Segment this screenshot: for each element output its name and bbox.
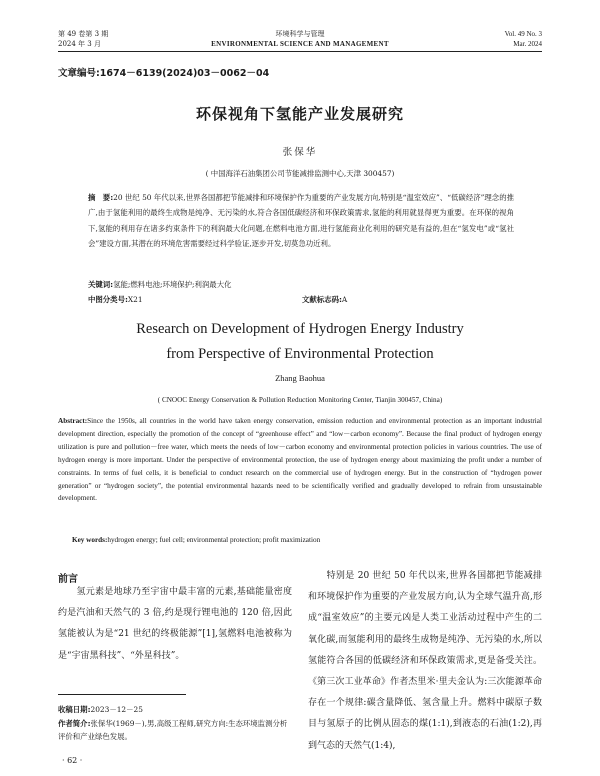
abstract-en (58, 415, 542, 505)
affiliation-cn: ( 中国海洋石油集团公司节能减排监测中心,天津 300457) (205, 169, 395, 178)
author-cn: 张保华 (282, 147, 318, 158)
footnote-rule (58, 694, 186, 695)
abstract-cn (88, 190, 514, 251)
header-journal-en: ENVIRONMENTAL SCIENCE AND MANAGEMENT (211, 40, 389, 48)
abstract-label-cn: 摘 要: (88, 193, 114, 202)
paper-title-en-line1: Research on Development of Hydrogen Energy Industry (136, 321, 464, 337)
author-bio (58, 717, 292, 743)
header-volume-en: Vol. 49 No. 3 (504, 30, 542, 38)
section-title-preface: 前言 (58, 574, 78, 585)
header-date-en: Mar. 2024 (513, 40, 542, 48)
clc-number (88, 292, 143, 307)
abstract-text-en: Since the 1950s, all countries in the world have taken energy conservation, emission reduction and environmental protection as an important industrial development direction, especially the promotion of the concept of “greenhouse effect” and “low－carbon economy”. Because the final product of hydrogen energy utilization is pure and pollution－free water, which meets the needs of low－carbon economy and environmental protection policies in various countries. The use of hydrogen energy is more important. Under the perspective of environmental protection, the use of hydrogen energy about maximizing the profit under a number of constraints. In terms of fuel cells, it is beneficial to conduct research on the commercial use of hydrogen energy. But in the construction of “hydrogen power generation” or “hydrogen society”, the potential environmental hazards need to be scientifically verified and gradually developed to refrain from unsustainable development. (58, 417, 542, 503)
header-journal-cn: 环境科学与管理 (275, 30, 325, 38)
preface-paragraph: 氢元素是地球乃至宇宙中最丰富的元素,基础能量密度约是汽油和天然气的 3 倍,约是现行锂电池的 120 倍,因此氢能被认为是“21 世纪的终极能源”[1],氢燃料电池被称为是“宇宙黑科技”、“外星科技”。 (58, 587, 292, 661)
document-code (302, 292, 347, 307)
received-label: 收稿日期: (58, 705, 91, 714)
author-bio-value: 张保华(1969－),男,高级工程师,研究方向:生态环境监测分析评价和产业绿色发展。 (58, 719, 288, 741)
article-number: 文章编号:1674－6139(2024)03－0062－04 (58, 68, 270, 79)
header-date-cn: 2024 年 3 月 (58, 40, 101, 48)
keywords-text-cn: 氢能;燃料电池;环境保护;利润最大化 (113, 280, 232, 289)
author-bio-label: 作者简介: (58, 719, 91, 728)
keywords-cn (88, 277, 514, 292)
page-number: · 62 · (62, 756, 83, 765)
header-volume-cn: 第 49 卷第 3 期 (58, 30, 109, 38)
keywords-en (72, 534, 542, 547)
received-date (58, 703, 292, 716)
paper-title-en-line2: from Perspective of Environmental Protection (166, 346, 434, 362)
clc-value: X21 (127, 295, 143, 304)
paper-title-cn: 环保视角下氢能产业发展研究 (195, 105, 404, 123)
document-code-label: 文献标志码: (302, 295, 342, 304)
header-rule (58, 51, 542, 52)
abstract-label-en: Abstract: (58, 417, 88, 425)
keywords-text-en: hydrogen energy; fuel cell; environmental protection; profit maximization (107, 536, 321, 544)
affiliation-en: ( CNOOC Energy Conservation & Pollution Reduction Monitoring Center, Tianjin 300457, China) (157, 396, 443, 404)
keywords-label-en: Key words: (72, 536, 108, 544)
received-value: 2023－12－25 (90, 705, 143, 714)
keywords-label-cn: 关键词: (88, 280, 114, 289)
abstract-text-cn: 20 世纪 50 年代以来,世界各国都把节能减排和环境保护作为重要的产业发展方向,特别是“温室效应”、“低碳经济”理念的推广,由于氢能利用的最终生成物是纯净、无污染的水,符合各国低碳经济和环保政策需求,氢能的利用就显得更为重要。在环保的视角下,氢能的利用存在诸多约束条件下的利润最大化问题,在燃料电池方面,进行氢能商业化利用的研究是有益的,但在“氢发电”或“氢社会”建设方面,其潜在的环境危害需要经过科学验证,逐步开发,切莫急功近利。 (88, 193, 514, 248)
body-paragraph-right: 特别是 20 世纪 50 年代以来,世界各国都把节能减排和环境保护作为重要的产业发展方向,认为全球气温升高,形成“温室效应”的主要元凶是人类工业活动过程中产生的二氧化碳,而氢能利用的最终生成物是纯净、无污染的水,所以氢能符合各国的低碳经济和环保政策需求,更是备受关注。《第三次工业革命》作者杰里米·里夫金认为:三次能源革命存在一个规律:碳含量降低、氢含量上升。燃料中碳原子数目与氢原子的比例从固态的煤(1:1),到液态的石油(1:2),再到气态的天然气(1:4), (308, 571, 542, 751)
author-en: Zhang Baohua (275, 373, 325, 383)
clc-label: 中图分类号: (88, 295, 128, 304)
document-code-value: A (341, 295, 348, 304)
